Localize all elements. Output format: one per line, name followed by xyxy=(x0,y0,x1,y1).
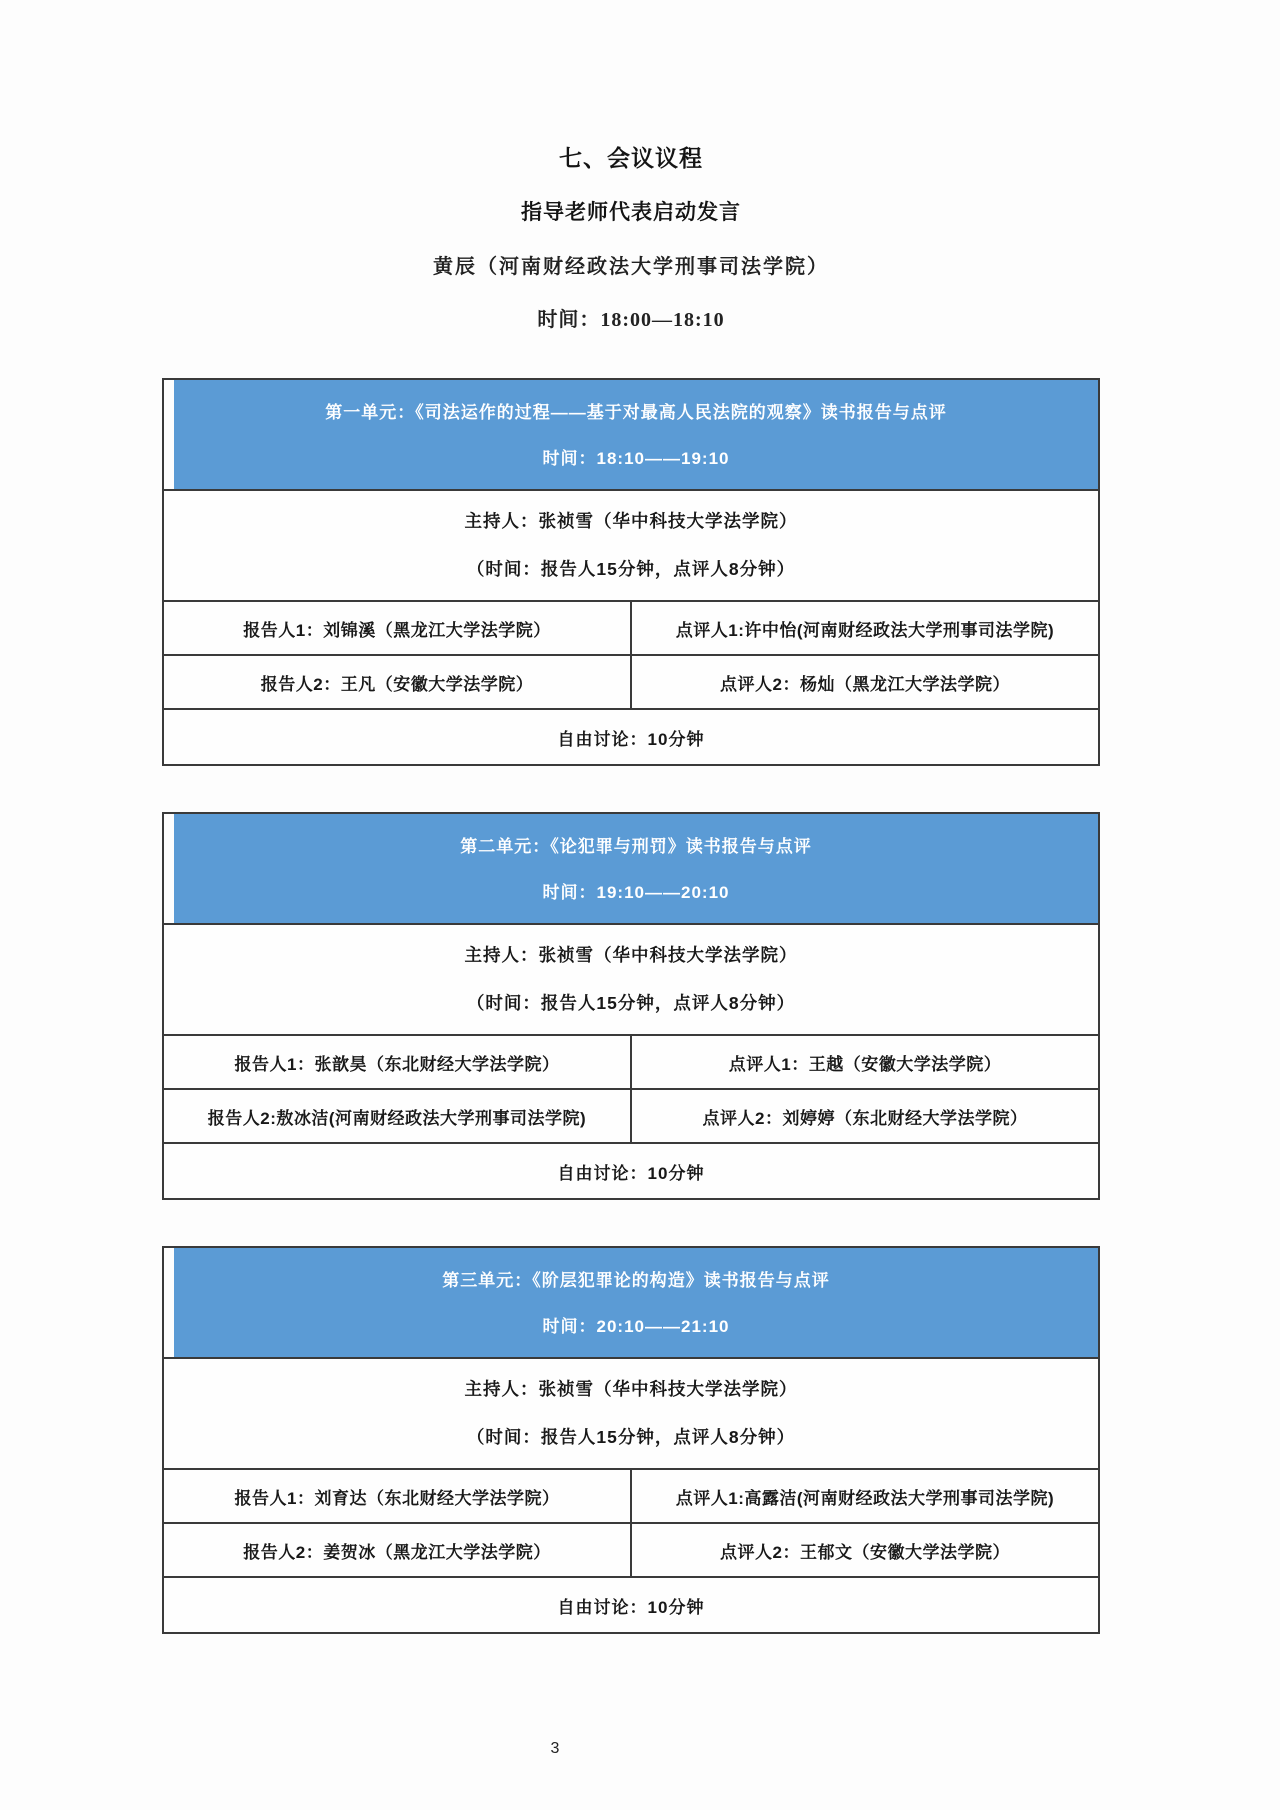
session-table-1 xyxy=(162,378,1100,766)
session-time: 时间：18:10——19:10 xyxy=(542,449,730,468)
time-note-line: （时间：报告人15分钟，点评人8分钟） xyxy=(466,993,796,1013)
commentator-1-cell: 点评人1:高露洁(河南财经政法大学刑事司法学院) xyxy=(631,1469,1099,1523)
free-discussion-cell: 自由讨论：10分钟 xyxy=(163,1577,1099,1633)
reporter-2-cell: 报告人2：姜贺冰（黑龙江大学法学院） xyxy=(163,1523,631,1577)
host-cell xyxy=(163,490,1099,601)
reporter-1-cell: 报告人1：刘锦溪（黑龙江大学法学院） xyxy=(163,601,631,655)
table-row xyxy=(163,1089,1099,1143)
free-discussion-cell: 自由讨论：10分钟 xyxy=(163,1143,1099,1199)
page-title: 七、会议议程 xyxy=(559,145,703,171)
commentator-1-cell: 点评人1：王越（安徽大学法学院） xyxy=(631,1035,1099,1089)
page-number: 3 xyxy=(550,1740,560,1757)
session-time: 时间：20:10——21:10 xyxy=(542,1317,730,1336)
session-time: 时间：19:10——20:10 xyxy=(542,883,730,902)
commentator-2-cell: 点评人2：王郁文（安徽大学法学院） xyxy=(631,1523,1099,1577)
host-row xyxy=(163,1358,1099,1469)
session-header-cell xyxy=(163,1247,1099,1358)
reporter-1-cell: 报告人1：张歆昊（东北财经大学法学院） xyxy=(163,1035,631,1089)
host-row xyxy=(163,924,1099,1035)
commentator-2-cell: 点评人2：杨灿（黑龙江大学法学院） xyxy=(631,655,1099,709)
table-row xyxy=(163,1469,1099,1523)
free-discussion-row xyxy=(163,709,1099,765)
table-row xyxy=(163,1035,1099,1089)
time-note-line: （时间：报告人15分钟，点评人8分钟） xyxy=(466,559,796,579)
session-header-band xyxy=(174,814,1098,923)
session-header-cell xyxy=(163,813,1099,924)
table-row xyxy=(163,655,1099,709)
free-discussion-cell: 自由讨论：10分钟 xyxy=(163,709,1099,765)
session-header-cell xyxy=(163,379,1099,490)
commentator-1-cell: 点评人1:许中怡(河南财经政法大学刑事司法学院) xyxy=(631,601,1099,655)
session-title: 第二单元：《论犯罪与刑罚》读书报告与点评 xyxy=(460,837,812,856)
reporter-2-cell: 报告人2:敖冰洁(河南财经政法大学刑事司法学院) xyxy=(163,1089,631,1143)
table-row xyxy=(163,1523,1099,1577)
free-discussion-row xyxy=(163,1577,1099,1633)
session-header-band xyxy=(174,1248,1098,1357)
session-table-3 xyxy=(162,1246,1100,1634)
heading-block xyxy=(162,140,1100,332)
host-row xyxy=(163,490,1099,601)
host-line: 主持人：张祯雪（华中科技大学法学院） xyxy=(464,945,798,965)
host-line: 主持人：张祯雪（华中科技大学法学院） xyxy=(464,511,798,531)
session-title: 第一单元：《司法运作的过程——基于对最高人民法院的观察》读书报告与点评 xyxy=(325,403,947,422)
host-cell xyxy=(163,924,1099,1035)
session-table-2 xyxy=(162,812,1100,1200)
page-subtitle: 指导老师代表启动发言 xyxy=(521,201,741,224)
page-content xyxy=(162,0,1100,1634)
opening-time-line: 时间：18:00—18:10 xyxy=(537,309,725,331)
host-cell xyxy=(163,1358,1099,1469)
session-title: 第三单元：《阶层犯罪论的构造》读书报告与点评 xyxy=(442,1271,830,1290)
host-line: 主持人：张祯雪（华中科技大学法学院） xyxy=(464,1379,798,1399)
session-header-band xyxy=(174,380,1098,489)
reporter-2-cell: 报告人2：王凡（安徽大学法学院） xyxy=(163,655,631,709)
reporter-1-cell: 报告人1：刘育达（东北财经大学法学院） xyxy=(163,1469,631,1523)
session-header-row xyxy=(163,813,1099,924)
opening-speaker-line: 黄辰（河南财经政法大学刑事司法学院） xyxy=(433,256,829,278)
time-note-line: （时间：报告人15分钟，点评人8分钟） xyxy=(466,1427,796,1447)
table-row xyxy=(163,601,1099,655)
commentator-2-cell: 点评人2：刘婷婷（东北财经大学法学院） xyxy=(631,1089,1099,1143)
free-discussion-row xyxy=(163,1143,1099,1199)
session-header-row xyxy=(163,1247,1099,1358)
session-header-row xyxy=(163,379,1099,490)
